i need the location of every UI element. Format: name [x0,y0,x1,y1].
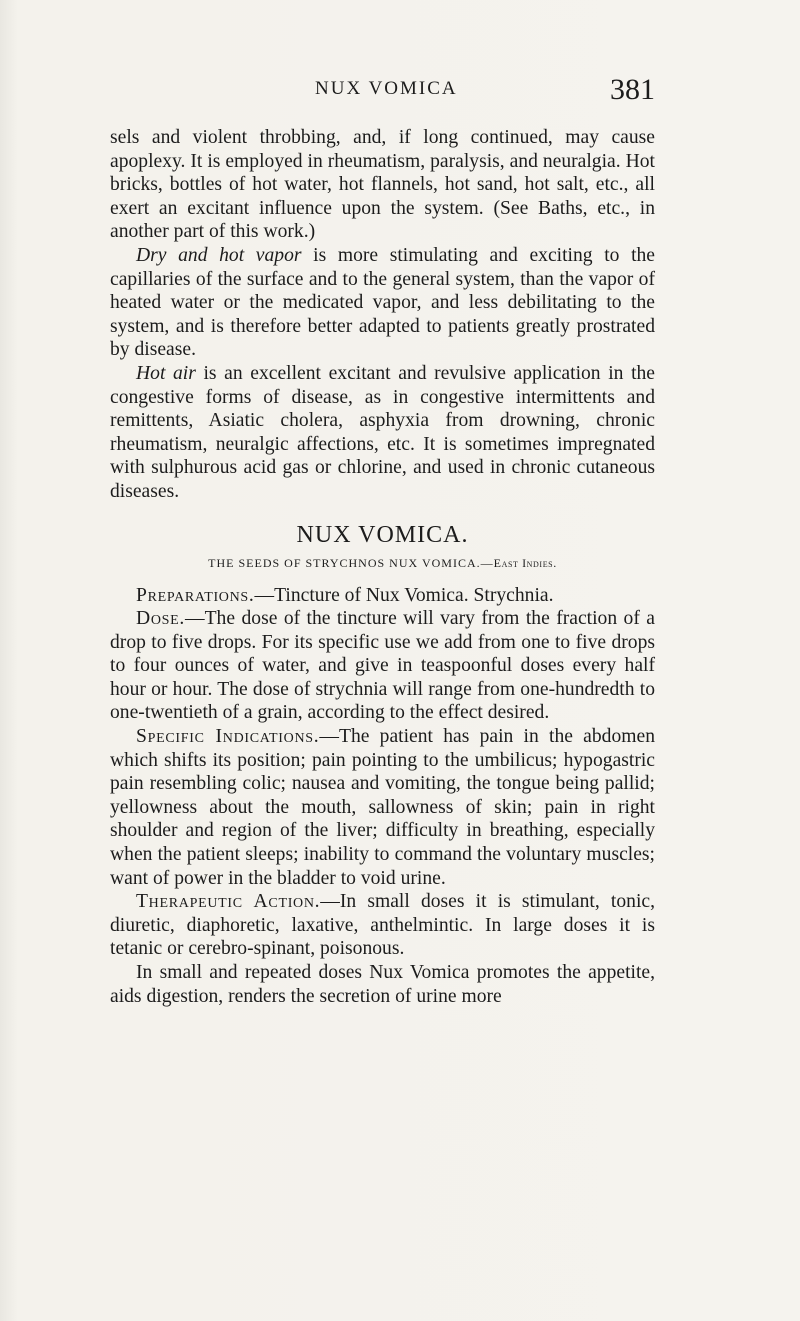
dose-label: Dose. [136,608,185,630]
therapeutic-action-label: Therapeutic Action. [136,891,321,913]
paragraph-small-doses: In small and repeated doses Nux Vomica promotes the appetite, aids digestion, renders the secretion of urine more [110,962,655,1007]
paragraph-dose [110,607,655,725]
dose-text: —The dose of the tincture will vary from the fraction of a drop to five drops. For its specific use we add from one to five drops to four ounces of water, and give in teaspoonful doses every half hour or hour. The dose of strychnia will range from one-hundredth to one-twentieth of a grain, according to the effect desired. [110,608,655,724]
running-head [110,73,655,114]
section-subtitle [110,555,655,571]
section-subtitle-text: THE SEEDS OF STRYCHNOS NUX VOMICA.— [208,555,494,570]
therapeutic-action-text: —In small doses it is stimulant, tonic, diuretic, diaphoretic, laxative, anthelmintic. In large doses it is tetanic or cerebro-spinant, poisonous. [110,891,655,960]
specific-indications-label: Specific Indications. [136,726,320,748]
section-origin: East Indies. [493,555,557,570]
paragraph-hot-air [110,362,655,504]
paragraph-baths-continued: sels and violent throbbing, and, if long continued, may cause apoplexy. It is employed in rheumatism, paralysis, and neuralgia. Hot bricks, bottles of hot water, hot flannels, hot sand, hot salt, etc., all exert an excitant influence upon the system. (See Baths, etc., in another part of this work.) [110,127,655,243]
body-text [110,126,655,1008]
paragraph-preparations [110,584,655,608]
preparations-label: Preparations. [136,584,255,606]
specific-indications-text: —The patient has pain in the abdomen which shifts its position; pain pointing to the umbilicus; hypogastric pain resembling colic; nausea and vomiting, the tongue being pallid; yellowness about the mouth, sallowness of skin; pain in right shoulder and region of the liver; difficulty in breathing, especially when the patient sleeps; inability to command the voluntary muscles; want of power in the bladder to void urine. [110,726,656,889]
paragraph-dry-hot-vapor-text: is more stimulating and exciting to the capillaries of the surface and to the general system, than the vapor of heated water or the medicated vapor, and less debilitating to the system, and is therefore better adapted to patients greatly prostrated by disease. [110,244,656,361]
paragraph-therapeutic-action [110,890,655,961]
paragraph-dry-hot-vapor [110,244,655,362]
running-title: NUX VOMICA [315,78,458,99]
preparations-text: —Tincture of Nux Vomica. Strychnia. [254,584,554,606]
paragraph-specific-indications [110,725,655,890]
term-dry-hot-vapor: Dry and hot vapor [136,244,302,266]
section-title: NUX VOMICA. [296,521,469,548]
page-number: 381 [610,73,655,106]
paragraph-hot-air-text: is an excellent excitant and revulsive application in the congestive forms of disease, as in congestive intermittents and remittents, Asiatic cholera, asphyxia from drowning, chronic rheumatism, neuralgic affections, etc. It is sometimes impregnated with sulphurous acid gas or chlorine, and used in chronic cutaneous diseases. [110,362,656,502]
term-hot-air: Hot air [136,362,196,384]
